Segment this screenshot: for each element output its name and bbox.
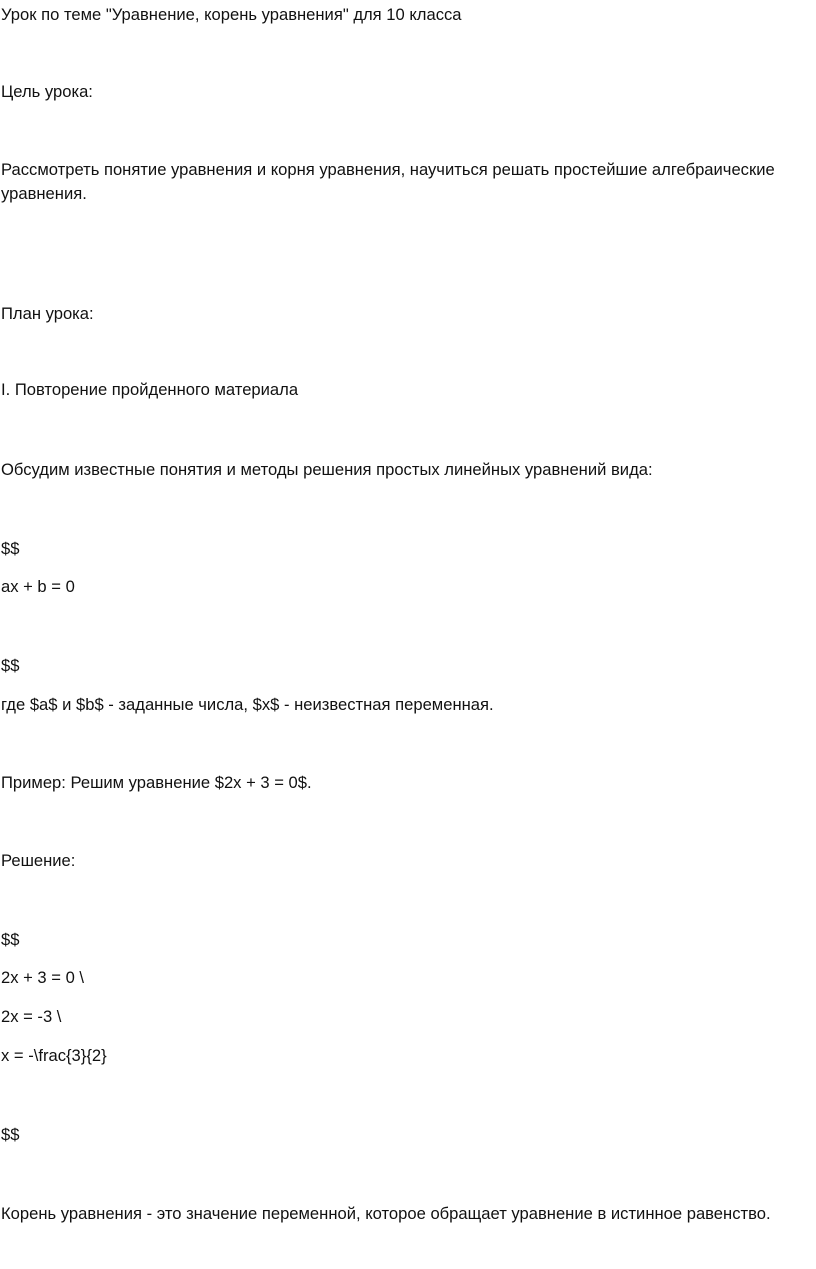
- goal-heading: Цель урока:: [1, 82, 93, 101]
- solution-step: x = -\frac{3}{2}: [1, 1046, 107, 1065]
- document-title: Урок по теме "Уравнение, корень уравнения" для 10 класса: [1, 5, 462, 24]
- section-1-heading: I. Повторение пройденного материала: [1, 380, 299, 399]
- variables-text: где $a$ и $b$ - заданные числа, $x$ - неизвестная переменная.: [1, 695, 494, 714]
- plan-heading: План урока:: [1, 304, 94, 323]
- solution-step: 2x = -3 \: [1, 1007, 62, 1026]
- root-definition: Корень уравнения - это значение переменной, которое обращает уравнение в истинное равенство.: [1, 1204, 771, 1223]
- discussion-text: Обсудим известные понятия и методы решения простых линейных уравнений вида:: [1, 460, 653, 479]
- math-delimiter: $$: [1, 656, 20, 675]
- example-text: Пример: Решим уравнение $2x + 3 = 0$.: [1, 773, 312, 792]
- math-delimiter: $$: [1, 1125, 20, 1144]
- goal-text: Рассмотреть понятие уравнения и корня уравнения, научиться решать простейшие алгебраические уравнения.: [1, 160, 775, 203]
- equation-general: ax + b = 0: [1, 577, 75, 596]
- solution-step: 2x + 3 = 0 \: [1, 968, 85, 987]
- solution-heading: Решение:: [1, 851, 76, 870]
- math-delimiter: $$: [1, 930, 20, 949]
- math-delimiter: $$: [1, 539, 20, 558]
